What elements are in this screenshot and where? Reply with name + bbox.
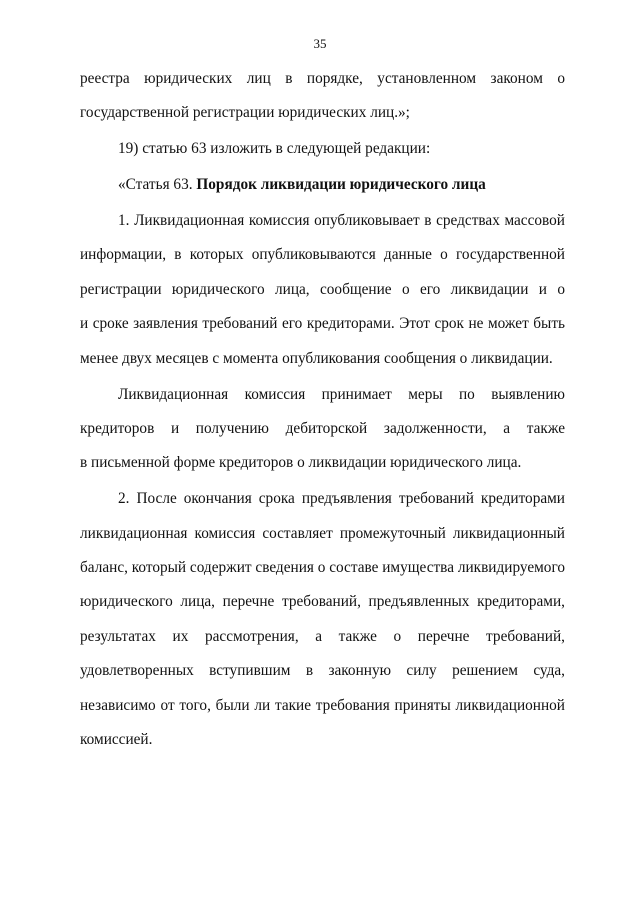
text-line: юридического лица, перечне требований, предъявленных кредиторами, xyxy=(80,593,565,611)
text-line: независимо от того, были ли такие требования приняты ликвидационной xyxy=(80,696,565,714)
text-line: результатах их рассмотрения, а также о перечне требований, xyxy=(80,627,565,645)
article-label: «Статья 63. xyxy=(118,176,197,194)
text-line: удовлетворенных вступившим в законную силу решением суда, xyxy=(80,662,565,680)
text-line: 2. После окончания срока предъявления требований кредиторами xyxy=(118,490,565,508)
article-heading xyxy=(80,168,565,202)
clause-2-paragraph xyxy=(80,482,565,757)
page-number: 35 xyxy=(313,36,327,51)
amendment-line: 19) статью 63 изложить в следующей редакции: xyxy=(118,140,431,158)
text-line: баланс, который содержит сведения о составе имущества ликвидируемого xyxy=(80,558,565,576)
continuation-paragraph xyxy=(80,62,565,131)
amendment-paragraph xyxy=(80,132,565,166)
text-line: комиссией. xyxy=(80,730,153,748)
text-line: 1. Ликвидационная комиссия опубликовывает в средствах массовой xyxy=(118,212,565,230)
text-line: менее двух месяцев с момента опубликования сообщения о ликвидации. xyxy=(80,349,553,367)
text-line: регистрации юридического лица, сообщение о его ликвидации и о xyxy=(80,280,565,298)
text-line: ликвидационная комиссия составляет промежуточный ликвидационный xyxy=(80,524,565,542)
document-body xyxy=(80,62,565,757)
text-line: государственной регистрации юридических лиц.»; xyxy=(80,104,410,122)
article-title: Порядок ликвидации юридического лица xyxy=(196,176,486,194)
article-heading-line xyxy=(80,168,565,202)
text-line: в письменной форме кредиторов о ликвидации юридического лица. xyxy=(80,454,522,472)
clause-1-second-paragraph xyxy=(80,378,565,481)
text-line: информации, в которых опубликовываются данные о государственной xyxy=(80,246,565,264)
clause-1-paragraph xyxy=(80,204,565,376)
text-line: и сроке заявления требований его кредиторами. Этот срок не может быть xyxy=(80,315,565,333)
text-line: кредиторов и получению дебиторской задолженности, а также xyxy=(80,419,565,437)
text-line: Ликвидационная комиссия принимает меры по выявлению xyxy=(118,385,565,403)
text-line: реестра юридических лиц в порядке, установленном законом о xyxy=(80,70,565,87)
